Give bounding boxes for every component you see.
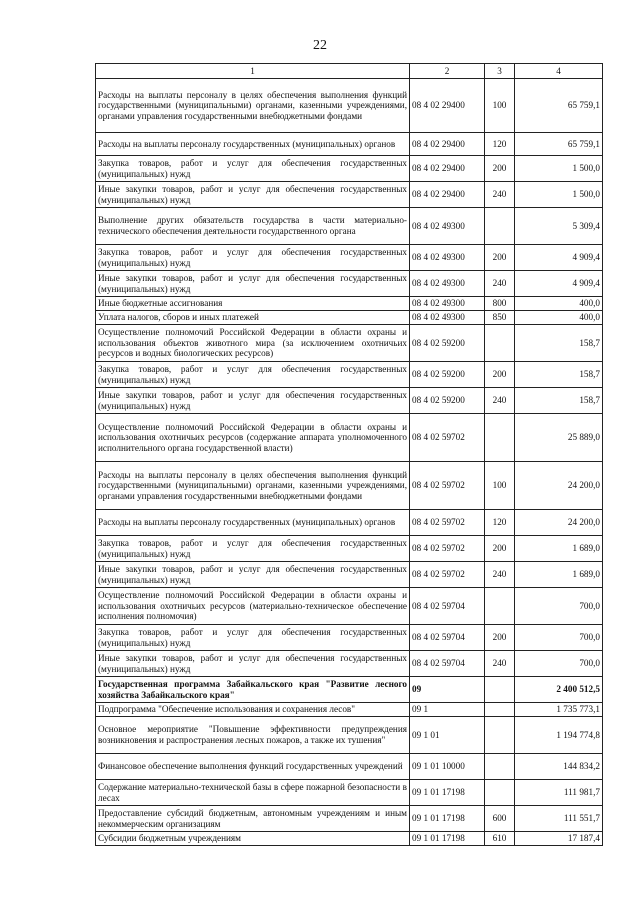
row-code: 09 1 01 17198: [410, 832, 485, 846]
table-row: [96, 245, 603, 271]
row-amount: 1 689,0: [515, 562, 603, 588]
row-name: Иные закупки товаров, работ и услуг для обеспечения государственных (муниципальных) нужд: [96, 271, 410, 297]
row-code: 09 1: [410, 703, 485, 717]
row-amount: 158,7: [515, 388, 603, 414]
row-name: Закупка товаров, работ и услуг для обеспечения государственных (муниципальных) нужд: [96, 245, 410, 271]
row-amount: 158,7: [515, 325, 603, 362]
row-name: Иные закупки товаров, работ и услуг для обеспечения государственных (муниципальных) нужд: [96, 562, 410, 588]
table-row: [96, 156, 603, 182]
row-name: Субсидии бюджетным учреждениям: [96, 832, 410, 846]
row-amount: 111 551,7: [515, 806, 603, 832]
row-expense-type: 240: [485, 182, 515, 208]
table-row: [96, 510, 603, 536]
row-amount: 65 759,1: [515, 79, 603, 133]
row-amount: 1 194 774,8: [515, 717, 603, 754]
row-expense-type: 600: [485, 806, 515, 832]
row-code: 08 4 02 59200: [410, 388, 485, 414]
row-code: 08 4 02 59704: [410, 651, 485, 677]
table-row: [96, 362, 603, 388]
table-row: [96, 182, 603, 208]
row-expense-type: 120: [485, 510, 515, 536]
row-amount: 24 200,0: [515, 510, 603, 536]
row-code: 08 4 02 29400: [410, 79, 485, 133]
row-code: 09: [410, 677, 485, 703]
row-name: Осуществление полномочий Российской Федерации в области охраны и использования объектов животного мира (за исключением охотничьих ресурсов и водных биологических ресурсов): [96, 325, 410, 362]
row-amount: 65 759,1: [515, 133, 603, 156]
row-amount: 4 909,4: [515, 271, 603, 297]
row-expense-type: 240: [485, 651, 515, 677]
table-row: [96, 677, 603, 703]
row-expense-type: 120: [485, 133, 515, 156]
row-expense-type: 240: [485, 271, 515, 297]
row-amount: 24 200,0: [515, 462, 603, 510]
row-amount: 1 735 773,1: [515, 703, 603, 717]
row-code: 08 4 02 49300: [410, 208, 485, 245]
row-amount: 1 500,0: [515, 156, 603, 182]
table-row: [96, 208, 603, 245]
table-row: [96, 806, 603, 832]
row-name: Закупка товаров, работ и услуг для обеспечения государственных (муниципальных) нужд: [96, 536, 410, 562]
row-code: 09 1 01: [410, 717, 485, 754]
row-code: 08 4 02 59200: [410, 362, 485, 388]
table-row: [96, 297, 603, 311]
row-name: Иные бюджетные ассигнования: [96, 297, 410, 311]
row-name: Расходы на выплаты персоналу государственных (муниципальных) органов: [96, 510, 410, 536]
row-expense-type: 240: [485, 562, 515, 588]
row-name: Закупка товаров, работ и услуг для обеспечения государственных (муниципальных) нужд: [96, 156, 410, 182]
row-code: 09 1 01 10000: [410, 754, 485, 780]
row-code: 08 4 02 29400: [410, 133, 485, 156]
row-expense-type: 200: [485, 245, 515, 271]
row-amount: 111 981,7: [515, 780, 603, 806]
row-code: 09 1 01 17198: [410, 780, 485, 806]
row-expense-type: [485, 677, 515, 703]
row-name: Подпрограмма "Обеспечение использования и сохранения лесов": [96, 703, 410, 717]
row-name: Расходы на выплаты персоналу в целях обеспечения выполнения функций государственными (муниципальными) органами, казенными учреждениями, органами управления государственными внебюджетными фондами: [96, 79, 410, 133]
row-code: 08 4 02 59702: [410, 562, 485, 588]
row-name: Иные закупки товаров, работ и услуг для обеспечения государственных (муниципальных) нужд: [96, 388, 410, 414]
row-code: 08 4 02 29400: [410, 156, 485, 182]
header-col-2: 2: [410, 64, 485, 79]
row-amount: 2 400 512,5: [515, 677, 603, 703]
table-row: [96, 832, 603, 846]
row-expense-type: [485, 703, 515, 717]
header-col-4: 4: [515, 64, 603, 79]
row-name: Расходы на выплаты персоналу в целях обеспечения выполнения функций государственными (муниципальными) органами, казенными учреждениями, органами управления государственными внебюджетными фондами: [96, 462, 410, 510]
row-amount: 25 889,0: [515, 414, 603, 462]
row-expense-type: 610: [485, 832, 515, 846]
table-row: [96, 462, 603, 510]
table-row: [96, 562, 603, 588]
table-row: [96, 625, 603, 651]
row-name: Закупка товаров, работ и услуг для обеспечения государственных (муниципальных) нужд: [96, 625, 410, 651]
row-expense-type: [485, 717, 515, 754]
table-row: [96, 325, 603, 362]
row-expense-type: 200: [485, 625, 515, 651]
row-expense-type: 100: [485, 462, 515, 510]
row-name: Осуществление полномочий Российской Федерации в области охраны и использования охотничьих ресурсов (содержание аппарата уполномоченного исполнительного органа государственной власти): [96, 414, 410, 462]
row-expense-type: [485, 754, 515, 780]
row-code: 08 4 02 49300: [410, 297, 485, 311]
row-name: Содержание материально-технической базы в сфере пожарной безопасности в лесах: [96, 780, 410, 806]
row-expense-type: [485, 414, 515, 462]
row-expense-type: 200: [485, 156, 515, 182]
row-name: Выполнение других обязательств государства в части материально-технического обеспечения деятельности государственного органа: [96, 208, 410, 245]
row-name: Осуществление полномочий Российской Федерации в области охраны и использования охотничьих ресурсов (материально-техническое обеспечение исполнения полномочия): [96, 588, 410, 625]
row-expense-type: 240: [485, 388, 515, 414]
row-expense-type: [485, 780, 515, 806]
row-amount: 17 187,4: [515, 832, 603, 846]
page-number: 22: [313, 38, 327, 53]
row-code: 08 4 02 29400: [410, 182, 485, 208]
row-code: 08 4 02 59704: [410, 588, 485, 625]
row-code: 08 4 02 49300: [410, 245, 485, 271]
header-col-1: 1: [96, 64, 410, 79]
row-code: 08 4 02 59702: [410, 414, 485, 462]
table-row: [96, 311, 603, 325]
row-amount: 700,0: [515, 651, 603, 677]
row-name: Основное мероприятие "Повышение эффективности предупреждения возникновения и распространения лесных пожаров, а также их тушения": [96, 717, 410, 754]
row-amount: 400,0: [515, 297, 603, 311]
header-row: [96, 64, 603, 79]
row-amount: 400,0: [515, 311, 603, 325]
row-code: 08 4 02 49300: [410, 271, 485, 297]
table-row: [96, 388, 603, 414]
table-row: [96, 536, 603, 562]
table-row: [96, 79, 603, 133]
row-code: 08 4 02 59704: [410, 625, 485, 651]
row-expense-type: 200: [485, 536, 515, 562]
row-name: Финансовое обеспечение выполнения функций государственных учреждений: [96, 754, 410, 780]
row-amount: 158,7: [515, 362, 603, 388]
row-expense-type: [485, 588, 515, 625]
row-expense-type: 850: [485, 311, 515, 325]
row-code: 08 4 02 59702: [410, 462, 485, 510]
row-amount: 700,0: [515, 588, 603, 625]
row-code: 08 4 02 59702: [410, 536, 485, 562]
row-name: Предоставление субсидий бюджетным, автономным учреждениям и иным некоммерческим организациям: [96, 806, 410, 832]
row-name: Закупка товаров, работ и услуг для обеспечения государственных (муниципальных) нужд: [96, 362, 410, 388]
table-row: [96, 754, 603, 780]
row-amount: 1 689,0: [515, 536, 603, 562]
row-name: Уплата налогов, сборов и иных платежей: [96, 311, 410, 325]
row-expense-type: 100: [485, 79, 515, 133]
row-expense-type: 800: [485, 297, 515, 311]
row-amount: 4 909,4: [515, 245, 603, 271]
row-expense-type: [485, 208, 515, 245]
row-name: Иные закупки товаров, работ и услуг для обеспечения государственных (муниципальных) нужд: [96, 182, 410, 208]
row-code: 08 4 02 59702: [410, 510, 485, 536]
header-col-3: 3: [485, 64, 515, 79]
row-code: 09 1 01 17198: [410, 806, 485, 832]
table-row: [96, 414, 603, 462]
row-code: 08 4 02 49300: [410, 311, 485, 325]
table-row: [96, 703, 603, 717]
row-name: Расходы на выплаты персоналу государственных (муниципальных) органов: [96, 133, 410, 156]
row-expense-type: [485, 325, 515, 362]
row-name: Иные закупки товаров, работ и услуг для обеспечения государственных (муниципальных) нужд: [96, 651, 410, 677]
table-row: [96, 717, 603, 754]
table-row: [96, 271, 603, 297]
row-expense-type: 200: [485, 362, 515, 388]
row-code: 08 4 02 59200: [410, 325, 485, 362]
table-row: [96, 588, 603, 625]
row-amount: 5 309,4: [515, 208, 603, 245]
row-amount: 700,0: [515, 625, 603, 651]
table-row: [96, 133, 603, 156]
budget-table: [95, 63, 603, 846]
table-row: [96, 651, 603, 677]
row-amount: 144 834,2: [515, 754, 603, 780]
table-row: [96, 780, 603, 806]
row-name: Государственная программа Забайкальского края "Развитие лесного хозяйства Забайкальского края": [96, 677, 410, 703]
row-amount: 1 500,0: [515, 182, 603, 208]
